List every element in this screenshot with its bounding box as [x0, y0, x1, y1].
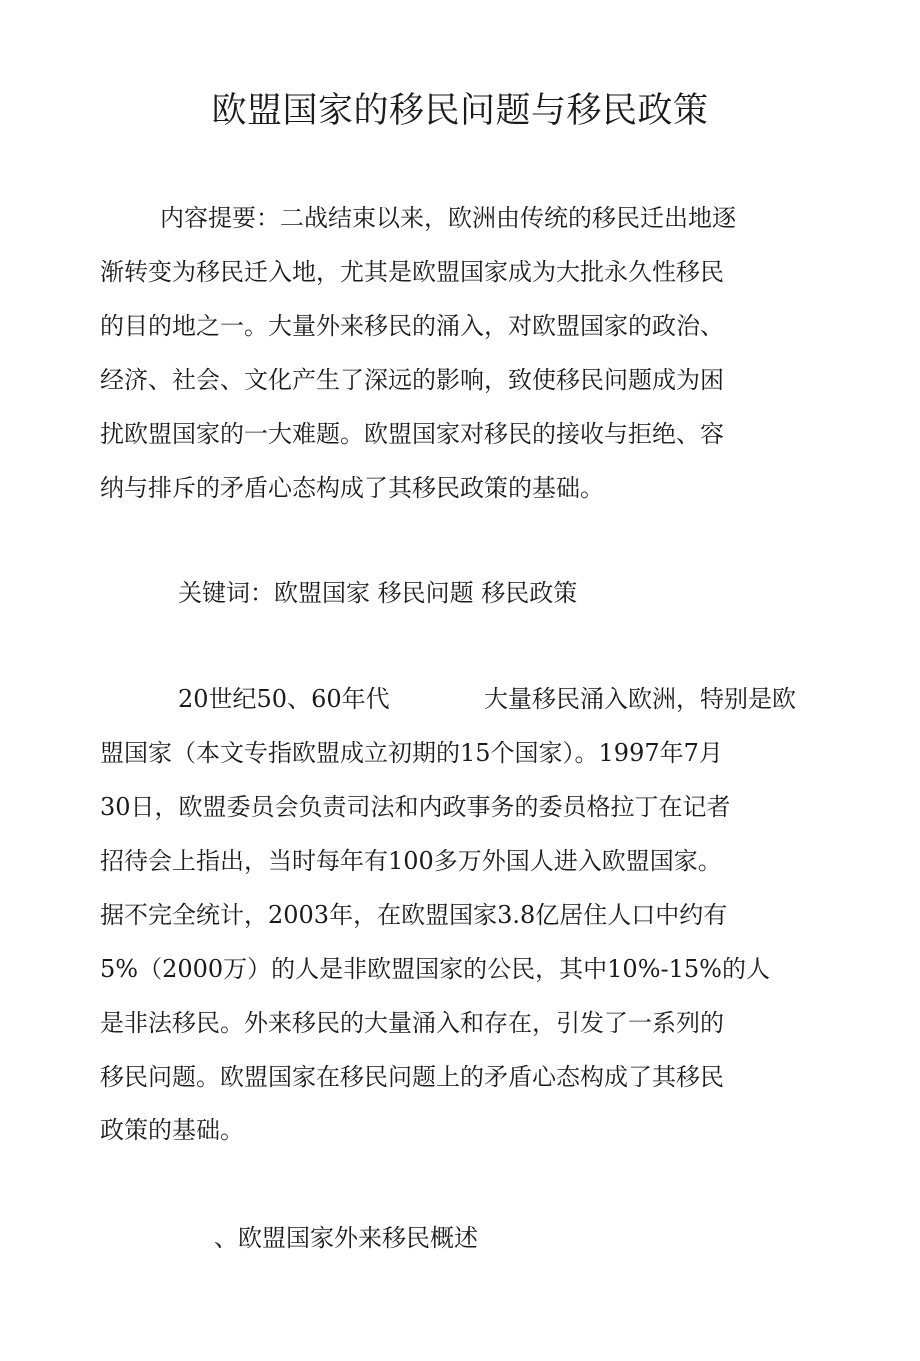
body-line: 5%（2000万）的人是非欧盟国家的公民，其中10%-15%的人	[100, 955, 770, 983]
abstract-line: 纳与排斥的矛盾心态构成了其移民政策的基础。	[100, 474, 604, 502]
body-line: 30日，欧盟委员会负责司法和内政事务的委员格拉丁在记者	[100, 793, 731, 821]
keywords-line: 关键词：欧盟国家 移民问题 移民政策	[178, 579, 578, 607]
body-line: 盟国家（本文专指欧盟成立初期的15个国家）。1997年7月	[100, 739, 723, 767]
abstract-line: 渐转变为移民迁入地，尤其是欧盟国家成为大批永久性移民	[100, 258, 724, 286]
body-line-right: 大量移民涌入欧洲，特别是欧	[484, 685, 796, 713]
body-line: 招待会上指出，当时每年有100多万外国人进入欧盟国家。	[100, 847, 722, 875]
body-line: 据不完全统计，2003年，在欧盟国家3.8亿居住人口中约有	[100, 901, 728, 929]
body-line: 政策的基础。	[100, 1116, 244, 1144]
document-title: 欧盟国家的移民问题与移民政策	[211, 91, 709, 131]
section-heading: 、欧盟国家外来移民概述	[214, 1224, 478, 1252]
abstract-line: 经济、社会、文化产生了深远的影响，致使移民问题成为困	[100, 366, 724, 394]
body-line: 移民问题。欧盟国家在移民问题上的矛盾心态构成了其移民	[100, 1063, 724, 1091]
abstract-line: 扰欧盟国家的一大难题。欧盟国家对移民的接收与拒绝、容	[100, 420, 724, 448]
abstract-line: 的目的地之一。大量外来移民的涌入，对欧盟国家的政治、	[100, 312, 724, 340]
abstract-line: 内容提要：二战结束以来，欧洲由传统的移民迁出地逐	[160, 204, 736, 232]
body-line: 是非法移民。外来移民的大量涌入和存在，引发了一系列的	[100, 1009, 724, 1037]
body-line-left: 20世纪50、60年代	[178, 685, 390, 713]
